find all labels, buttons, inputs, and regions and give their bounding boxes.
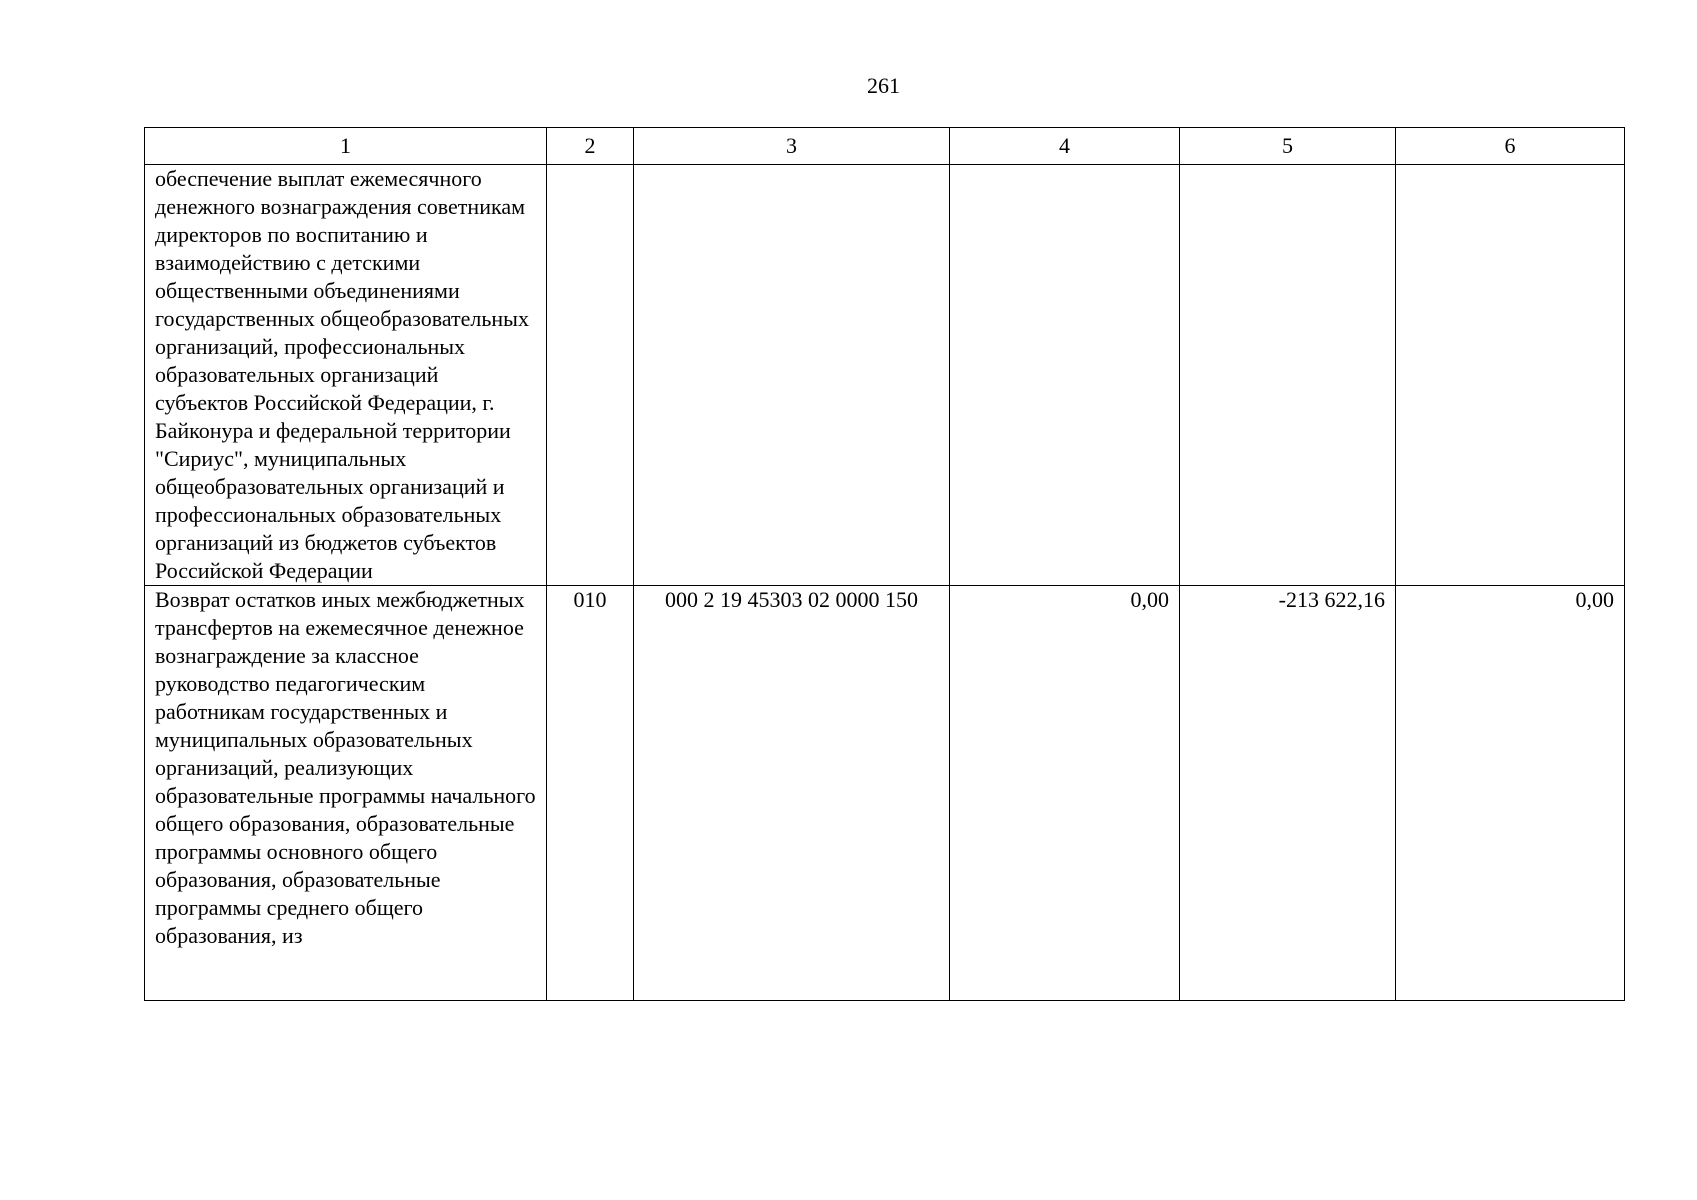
row-admin-code: 010 — [547, 586, 634, 1001]
row-description: Возврат остатков иных межбюджетных трансфертов на ежемесячное денежное вознаграждение за классное руководство педагогическим работникам государственных и муниципальных образовательных организаций, реализующих образовательные программы начального общего образования, образовательные программы основного общего образования, образовательные программы среднего общего образования, из — [145, 586, 547, 1001]
row-value-6 — [1396, 165, 1625, 586]
row-admin-code — [547, 165, 634, 586]
column-header-2: 2 — [547, 128, 634, 165]
table-row — [145, 586, 1625, 1001]
row-kbk-code: 000 2 19 45303 02 0000 150 — [634, 586, 950, 1001]
row-value-6: 0,00 — [1396, 586, 1625, 1001]
column-header-3: 3 — [634, 128, 950, 165]
table-header-row — [145, 128, 1625, 165]
column-header-1: 1 — [145, 128, 547, 165]
row-value-4: 0,00 — [950, 586, 1180, 1001]
row-value-5 — [1180, 165, 1396, 586]
row-kbk-code — [634, 165, 950, 586]
row-description: обеспечение выплат ежемесячного денежного вознаграждения советникам директоров по воспитанию и взаимодействию с детскими общественными объединениями государственных общеобразовательных организаций, профессиональных образовательных организаций субъектов Российской Федерации, г. Байконура и федеральной территории "Сириус", муниципальных общеобразовательных организаций и профессиональных образовательных организаций из бюджетов субъектов Российской Федерации — [145, 165, 547, 586]
column-header-6: 6 — [1396, 128, 1625, 165]
column-header-4: 4 — [950, 128, 1180, 165]
row-value-4 — [950, 165, 1180, 586]
column-header-5: 5 — [1180, 128, 1396, 165]
table-row — [145, 165, 1625, 586]
row-value-5: -213 622,16 — [1180, 586, 1396, 1001]
page-number: 261 — [867, 73, 900, 98]
data-table — [144, 127, 1625, 1001]
